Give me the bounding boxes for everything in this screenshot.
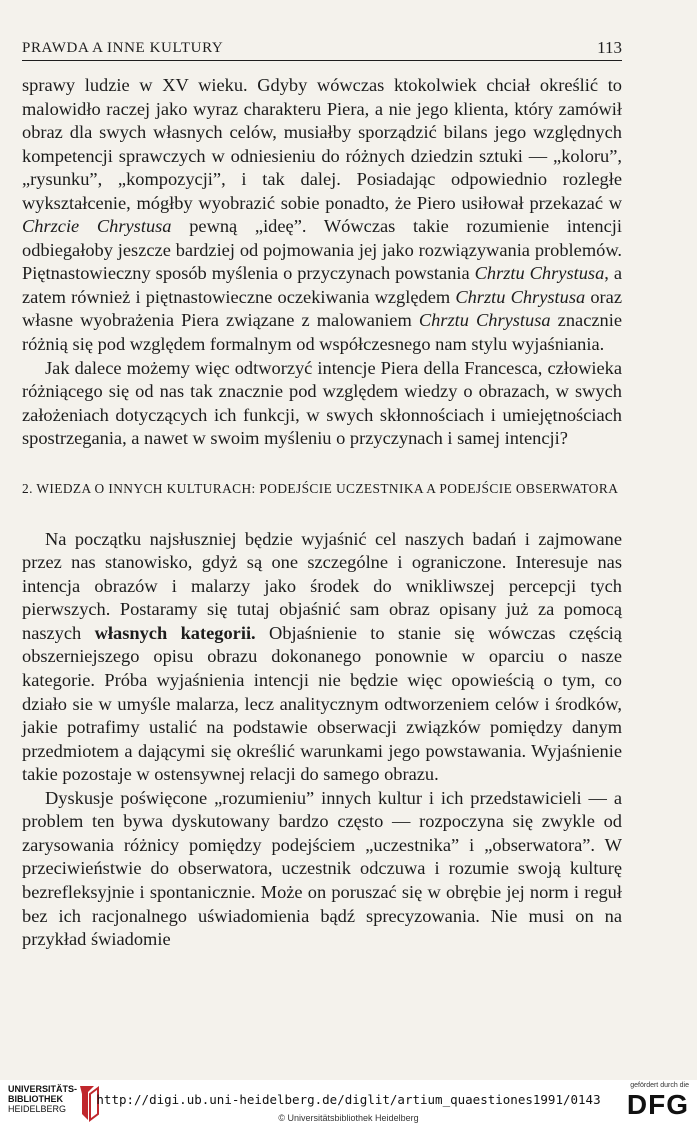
body-text (22, 74, 622, 952)
viewer-footer (0, 1080, 697, 1130)
paragraph-3: Na początku najsłuszniej będzie wyjaśnić cel naszych badań i zajmowane przez nas stanowisko, gdyż są one szczególne i ograniczone. Interesuje nas intencja obrazów i malarzy jako środek do wnikliwszej percepcji tych pierwszych. Postaramy się tutaj objaśnić sam obraz opisany już za pomocą naszych własnych kategorii. Objaśnienie to stanie się wówczas częścią obszerniejszego opisu obrazu dokonanego ponownie w oparciu o nasze kategorie. Próba wyjaśnienia intencji nie będzie więc opowieścią o tym, co działo sie w umyśle malarza, lecz analitycznym odtworzeniem celów i środków, jakie potrafimy ustalić na podstawie obserwacji związków pomiędzy danym przedmiotem a dającymi się określić warunkami jego powstawania. Wyjaśnienie takie pozostaje w ostensywnej relacji do samego obrazu. (22, 528, 622, 785)
paragraph-2: Jak dalece możemy więc odtworzyć intencje Piera della Francesca, człowieka różniącego się od nas tak znacznie pod względem wiedzy o obrazach, w swych założeniach dotyczących ich funkcji, w swych skłonnościach i umiejętnościach spostrzegania, a nawet w swoim myśleniu o przyczynach i samej intencji? (22, 357, 622, 449)
paragraph-1: sprawy ludzie w XV wieku. Gdyby wówczas ktokolwiek chciał określić to malowidło raczej jako wyraz charakteru Piera, a nie jego klienta, który zamówił obraz dla swych własnych celów, musiałby sporządzić bilans jego względnych kompetencji sprawczych w odniesieniu do różnych dziedzin sztuki — „koloru”, „rysunku”, „kompozycji”, i tak dalej. Posiadając odpowiednio rozległe wykształcenie, mógłby wyobrazić sobie ponadto, że Piero usiłował przekazać w Chrzcie Chrystusa pewną „ideę”. Wówczas takie rozumienie intencji odbiegałoby jeszcze bardziej od pojmowania jej jako rozwiązywania problemów. Piętnastowieczny sposób myślenia o przyczynach powstania Chrztu Chrystusa, a zatem również i piętnastowieczne oczekiwania względem Chrztu Chrystusa oraz własne wyobrażenia Piera związane z malowaniem Chrztu Chrystusa znacznie różnią się pod względem formalnym od współczesnego nam stylu wyjaśniania. (22, 75, 623, 355)
dfg-logo-icon: DFG (626, 1089, 689, 1120)
section-heading: 2. WIEDZA O INNYCH KULTURACH: PODEJŚCIE UCZESTNIKA A PODEJŚCIE OBSERWATORA (22, 480, 619, 496)
page-permalink[interactable]: http://digi.ub.uni-heidelberg.de/diglit/artium_quaestiones1991/0143 (96, 1092, 601, 1107)
running-title: PRAWDA A INNE KULTURY (22, 40, 224, 56)
university-library-logo[interactable]: UNIVERSITÄTS- BIBLIOTHEK HEIDELBERG (8, 1084, 103, 1124)
running-header (22, 38, 622, 61)
funder-note: gefördert durch die (630, 1082, 689, 1089)
dfg-logo[interactable] (599, 1082, 689, 1126)
paragraph-4: Dyskusje poświęcone „rozumieniu” innych kultur i ich przedstawicieli — a problem ten bywa dyskutowany bardzo często — rozpoczyna się zwykle od zarysowania różnicy pomiędzy podejściem „uczestnika” i „obserwatora”. W przeciwieństwie do obserwatora, uczestnik odczuwa i rozumie swoją kulturę bezrefleksyjnie i spontanicznie. Może on poruszać się w obrębie jej norm i reguł bez ich racjonalnego uświadomienia bądź sprecyzowania. Nie musi on na przykład świadomie (22, 787, 622, 950)
copyright-notice: © Universitätsbibliothek Heidelberg (278, 1113, 419, 1123)
page-number: 113 (597, 38, 622, 57)
